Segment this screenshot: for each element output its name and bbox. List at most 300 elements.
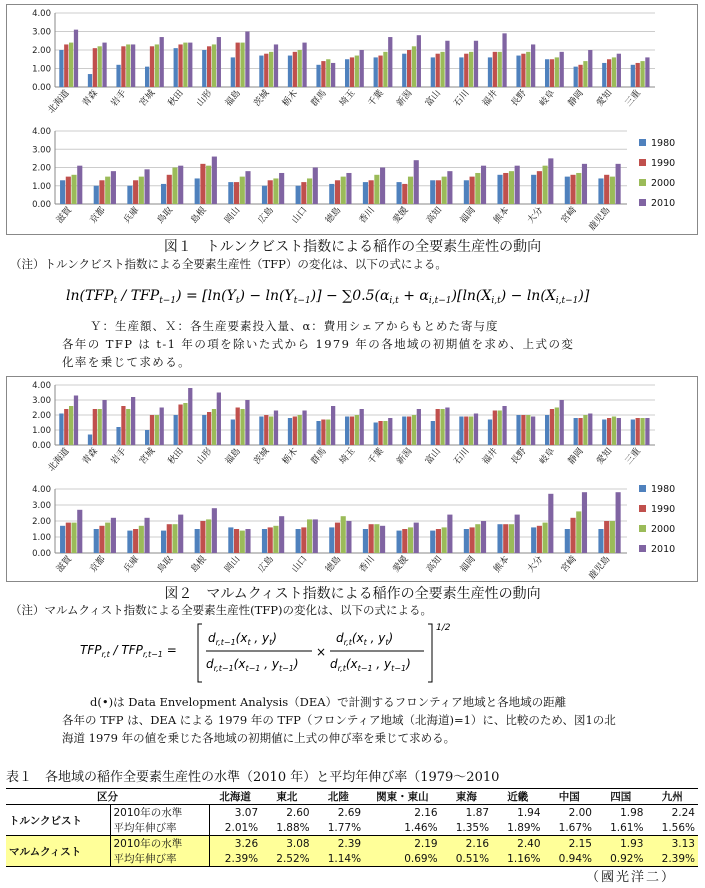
bar-2010 [274,411,278,446]
bar-2000 [640,61,644,87]
x-tick-label: 青森 [80,88,101,109]
bar-2010 [531,44,535,87]
bar-2000 [155,44,159,87]
bar-2010 [616,164,621,204]
x-tick-label: 富山 [423,446,444,467]
legend-swatch [639,525,646,532]
x-tick-label: 鹿児島 [587,205,613,233]
table1-col-header: 北陸 [313,789,364,805]
bar-1980 [574,418,578,445]
bar-2010 [77,166,82,204]
bar-1980 [464,180,469,204]
bar-2000 [440,52,444,87]
bar-2010 [474,41,478,87]
x-tick-label: 兵庫 [122,205,142,226]
bar-1990 [607,418,611,445]
bar-2000 [383,421,387,445]
x-tick-label: 秋田 [166,88,186,109]
legend-swatch [639,505,646,512]
bar-1980 [430,180,435,204]
bar-2010 [474,414,478,446]
bar-1990 [293,417,297,446]
bar-1980 [488,57,492,87]
fig2-chart-frame [6,376,698,582]
legend-swatch [639,199,646,206]
table1-cell: 2.40 [492,836,543,852]
x-tick-label: 茨城 [252,446,272,467]
bar-1990 [64,409,68,445]
bar-2010 [445,41,449,87]
bar-1990 [604,521,609,553]
table1-col-header: 近畿 [492,789,543,805]
table1-cell: 1.98 [595,805,646,821]
bar-1980 [88,74,92,87]
bar-1980 [59,414,63,446]
bar-1990 [64,44,68,87]
bar-1980 [459,417,463,446]
bar-2010 [645,418,649,445]
table-row [6,836,698,852]
x-tick-label: 茨城 [252,88,272,109]
y-tick-label: 3.00 [32,396,51,406]
table1-col-header: 関東・東山 [364,789,441,805]
bar-1980 [127,186,132,204]
x-tick-label: 北海道 [46,88,72,116]
bar-1980 [430,531,435,553]
x-tick-label: 熊本 [492,554,512,575]
bar-1980 [94,186,99,204]
y-tick-label: 1.00 [32,426,51,436]
bar-2000 [307,519,312,553]
bar-2010 [481,521,486,553]
bar-1990 [207,412,211,445]
bar-1990 [167,175,172,204]
bar-1980 [60,526,65,553]
bar-2000 [341,516,346,553]
table1-cell: 1.94 [492,805,543,821]
bar-1980 [516,56,520,87]
bar-2010 [548,158,553,204]
table1-cell: 2.39% [209,851,261,867]
x-tick-label: 愛媛 [391,205,411,226]
bar-1990 [335,180,340,204]
bar-2010 [560,52,564,87]
bar-2010 [212,508,217,553]
bar-2000 [374,175,379,204]
y-tick-label: 1.00 [32,181,51,192]
fig2-bottom-chart [7,481,697,581]
bar-1990 [436,409,440,445]
x-tick-label: 山口 [290,205,310,226]
bar-1990 [636,418,640,445]
fig1-chart-frame [6,4,698,235]
bar-1980 [59,50,63,87]
bar-2010 [531,417,535,446]
bar-2000 [139,177,144,204]
bar-1980 [288,418,292,445]
fig1-note-intro: （注）トルンクビスト指数による全要素生産性（TFP）の変化は、以下の式による。 [10,257,447,271]
x-tick-label: 長野 [509,88,529,109]
bar-2000 [543,166,548,204]
bar-2000 [269,52,273,87]
bar-1980 [228,527,233,553]
x-tick-label: 宮城 [138,446,158,467]
bar-1980 [402,417,406,446]
bar-1990 [369,524,374,553]
fig1-note-vars: Ｙ：生産額、Ｘ：各生産要素投入量、α：費用シェアからもとめた寄与度 [90,319,499,333]
bar-1990 [350,57,354,87]
y-tick-label: 2.00 [32,411,51,421]
bar-2010 [548,494,553,553]
x-tick-label: 福岡 [458,554,478,575]
bar-2010 [380,526,385,553]
legend-label: 1980 [651,138,676,149]
bar-1980 [116,427,120,445]
bar-1980 [195,178,200,204]
y-tick-label: 4.00 [32,9,51,19]
bar-2010 [388,418,392,445]
bar-1980 [374,423,378,446]
bar-1990 [402,529,407,553]
y-tick-label: 0.00 [32,200,51,210]
author: （國光洋二） [586,870,677,885]
table1-col-header: 四国 [595,789,646,805]
x-tick-label: 岡山 [223,554,243,575]
bar-1990 [493,411,497,446]
bar-2010 [481,166,486,204]
svg-text:×: × [316,645,327,659]
bar-1990 [604,175,609,204]
fig1-note-line3: 各年の TFP は t-1 年の項を除いた式から 1979 年の各地域の初期値を求め、上式の変 [62,337,575,351]
bar-1980 [316,421,320,445]
x-tick-label: 島根 [189,554,209,575]
bar-2010 [178,166,183,204]
x-tick-label: 徳島 [324,554,344,575]
bar-2010 [617,54,621,87]
bar-2000 [612,417,616,446]
bar-1980 [262,186,267,204]
bar-2010 [331,63,335,87]
bar-1980 [296,529,301,553]
bar-2010 [131,397,135,445]
legend-swatch [639,159,646,166]
table1-cell: 2.16 [441,836,492,852]
bar-2010 [617,418,621,445]
bar-1990 [436,54,440,87]
svg-text:dr,t−1(xt−1 , yt−1): $d_{r,t-1}(x_{t-1}$ , $y_{t-1}$) [206,657,299,673]
bar-1990 [167,524,172,553]
bar-1980 [545,415,549,445]
table1-cell: 2.00 [544,805,595,821]
bar-2000 [69,406,73,445]
bar-1980 [464,529,469,553]
table-row [6,805,698,821]
bar-1990 [407,50,411,87]
bar-2000 [273,178,278,204]
x-tick-label: 滋賀 [54,554,75,575]
bar-2000 [139,526,144,553]
bar-1980 [497,524,502,553]
bar-2010 [188,43,192,87]
bar-2010 [102,400,106,445]
bar-1990 [66,523,71,553]
x-tick-label: 京都 [88,205,108,226]
bar-2010 [447,171,452,204]
x-tick-label: 岐阜 [538,88,558,109]
bar-1990 [293,52,297,87]
bar-2010 [414,160,419,204]
bar-1990 [521,54,525,87]
bar-1990 [464,417,468,446]
bar-1990 [99,526,104,553]
bar-1990 [93,409,97,445]
x-tick-label: 京都 [88,554,108,575]
table1-cell: 1.89% [507,821,541,834]
x-tick-label: 広島 [256,554,277,575]
bar-2000 [555,408,559,446]
bar-1990 [301,527,306,553]
bar-2010 [313,519,318,553]
x-tick-label: 秋田 [166,446,186,467]
bar-1980 [329,184,334,204]
bar-2000 [71,175,76,204]
x-tick-label: 滋賀 [54,205,75,226]
y-tick-label: 4.00 [32,381,51,391]
bar-1990 [121,406,125,445]
bar-1990 [133,180,138,204]
bar-1990 [236,43,240,87]
bar-2000 [440,409,444,445]
y-tick-label: 2.00 [32,46,51,56]
bar-2000 [69,43,73,87]
bar-1990 [570,175,575,204]
bar-2010 [616,492,621,553]
bar-2010 [111,171,116,204]
table1-cell: 2.60 [261,805,312,821]
table-row [6,820,698,836]
table1-row-label: 2010年の水準 [110,805,209,821]
y-tick-label: 1.00 [32,533,51,543]
bar-2000 [206,166,211,204]
x-tick-label: 三重 [623,88,644,109]
fig2-note-intro: （注）マルムクィスト指数による全要素生産性(TFP)の変化は、以下の式による。 [10,603,432,617]
bar-2000 [269,417,273,446]
bar-1980 [161,184,166,204]
x-tick-label: 富山 [423,88,444,109]
x-tick-label: 福島 [223,88,244,109]
bar-2000 [576,511,581,553]
table1-col-header: 東海 [441,789,492,805]
y-tick-label: 0.00 [32,441,51,451]
x-tick-label: 青森 [80,446,101,467]
y-tick-label: 3.00 [32,501,51,511]
bar-1990 [550,409,554,445]
bar-1990 [264,54,268,87]
svg-text:dr,t(xt , yt): $d_{r,t}(x_t$ , $y_t$) [336,631,394,647]
bar-1980 [488,420,492,446]
bar-2010 [515,515,520,553]
bar-2010 [447,515,452,553]
bar-1980 [262,529,267,553]
svg-text:ln(TFPt / TFPt−1) = [ln(Yt) −: $\ln(TFP_t / TFP_{t-1}) = [\ln(Y_t) - \ln(Y_{t-1})] - \sum 0.5(\alpha_{i,t} + \alpha_{i,t-1})[\ln(X_{i,t}) - \ln(X_{i,t-1})]$ [66,288,590,306]
bar-1990 [407,417,411,446]
bar-2010 [74,30,78,87]
bar-2000 [240,409,244,445]
bar-2000 [475,524,480,553]
bar-2010 [380,168,385,205]
bar-2000 [469,417,473,446]
bar-1990 [236,408,240,446]
table1-col-header: 北海道 [209,789,261,805]
bar-2000 [543,523,548,553]
bar-2000 [408,527,413,553]
bar-1980 [174,415,178,445]
bar-2010 [274,44,278,87]
bar-1980 [531,175,536,204]
y-tick-label: 3.00 [32,145,51,156]
bar-1980 [202,50,206,87]
bar-1990 [436,180,441,204]
x-tick-label: 岡山 [223,205,243,226]
bar-1980 [231,57,235,87]
bar-1980 [145,430,149,445]
x-tick-label: 大分 [525,554,546,575]
bar-1980 [459,57,463,87]
table1-cell: 1.16% [492,851,543,867]
bar-2010 [360,409,364,445]
fig1-caption: 図１ トルンクビスト指数による稲作の全要素生産性の動向 [163,239,542,255]
bar-2000 [307,178,312,204]
legend-swatch [639,485,646,492]
bar-2000 [71,523,76,553]
table1-cell: 1.88% [276,821,310,834]
bar-1980 [363,182,368,204]
bar-2010 [588,414,592,446]
table1-cell: 1.93 [595,836,646,852]
table1-cell: 2.16 [364,805,441,821]
bar-1990 [578,418,582,445]
y-tick-label: 2.00 [32,163,51,174]
bar-1980 [94,529,99,553]
x-tick-label: 香川 [357,205,377,226]
table1-cell: 3.08 [261,836,312,852]
legend-label: 2010 [651,198,676,209]
bar-1990 [207,46,211,87]
table1-title: 表１ 各地域の稲作全要素生産性の水準（2010 年）と平均年伸び率（1979〜2010 [6,770,500,785]
x-tick-label: 宮城 [138,88,158,109]
x-tick-label: 岩手 [109,88,129,109]
bar-2010 [188,388,192,445]
x-tick-label: 宮崎 [559,554,579,575]
bar-1990 [150,46,154,87]
bar-1980 [345,417,349,446]
bar-2000 [326,59,330,87]
x-tick-label: 兵庫 [122,554,142,575]
bar-2010 [102,43,106,87]
bar-2000 [526,415,530,445]
x-tick-label: 山形 [195,88,215,109]
bar-1980 [316,65,320,87]
bar-1980 [574,67,578,87]
x-tick-label: 鹿児島 [587,554,613,582]
x-tick-label: 埼玉 [338,88,358,109]
x-tick-label: 山形 [195,446,215,467]
x-tick-label: 静岡 [566,446,586,467]
y-tick-label: 2.00 [32,517,51,527]
bar-2000 [126,409,130,445]
bar-2010 [217,393,221,446]
bar-1980 [397,182,402,204]
bar-1980 [397,531,402,553]
x-tick-label: 宮崎 [559,205,579,226]
bar-1990 [301,182,306,204]
x-tick-label: 高知 [424,554,445,575]
bar-1980 [231,420,235,446]
x-tick-label: 福井 [480,88,501,109]
bar-2000 [475,173,480,204]
bar-2000 [408,177,413,204]
table1-cell: 1.87 [441,805,492,821]
x-tick-label: 北海道 [46,446,72,474]
bar-1980 [288,56,292,87]
bar-2000 [498,52,502,87]
bar-1980 [345,59,349,87]
table1-cell: 1.61% [610,821,644,834]
bar-1980 [374,57,378,87]
x-tick-label: 埼玉 [338,446,358,467]
x-tick-label: 新潟 [395,446,415,467]
bar-2010 [217,37,221,87]
bar-1980 [631,420,635,446]
bar-1990 [570,518,575,553]
bar-2000 [240,531,245,553]
bar-1980 [545,59,549,87]
bar-1990 [121,46,125,87]
table1-cell: 0.92% [595,851,646,867]
bar-2000 [610,177,615,204]
legend-swatch [639,139,646,146]
bar-1990 [66,177,71,204]
bar-1980 [431,421,435,445]
x-tick-label: 高知 [424,205,445,226]
bar-1980 [127,531,132,553]
table1-row-label: 平均年伸び率 [110,851,209,867]
bar-2000 [526,52,530,87]
bar-1990 [321,420,325,446]
bar-1980 [598,178,603,204]
bar-2000 [240,177,245,204]
bar-2000 [583,415,587,445]
bar-2010 [502,406,506,445]
bar-2000 [298,415,302,445]
fig2-top-chart [7,377,697,479]
bar-1980 [202,415,206,445]
bar-1990 [521,415,525,445]
bar-2010 [74,396,78,446]
table1-cell: 1.14% [313,851,364,867]
x-tick-label: 福岡 [458,205,478,226]
bar-2010 [178,515,183,553]
y-tick-label: 3.00 [32,27,51,38]
bar-2010 [414,523,419,553]
bar-1980 [174,48,178,87]
bar-1990 [550,59,554,87]
bar-2010 [145,518,150,553]
svg-text:1/2: 1/2 [436,623,451,633]
bar-2010 [445,408,449,446]
table1-cell: 3.07 [209,805,261,821]
legend-swatch [639,179,646,186]
